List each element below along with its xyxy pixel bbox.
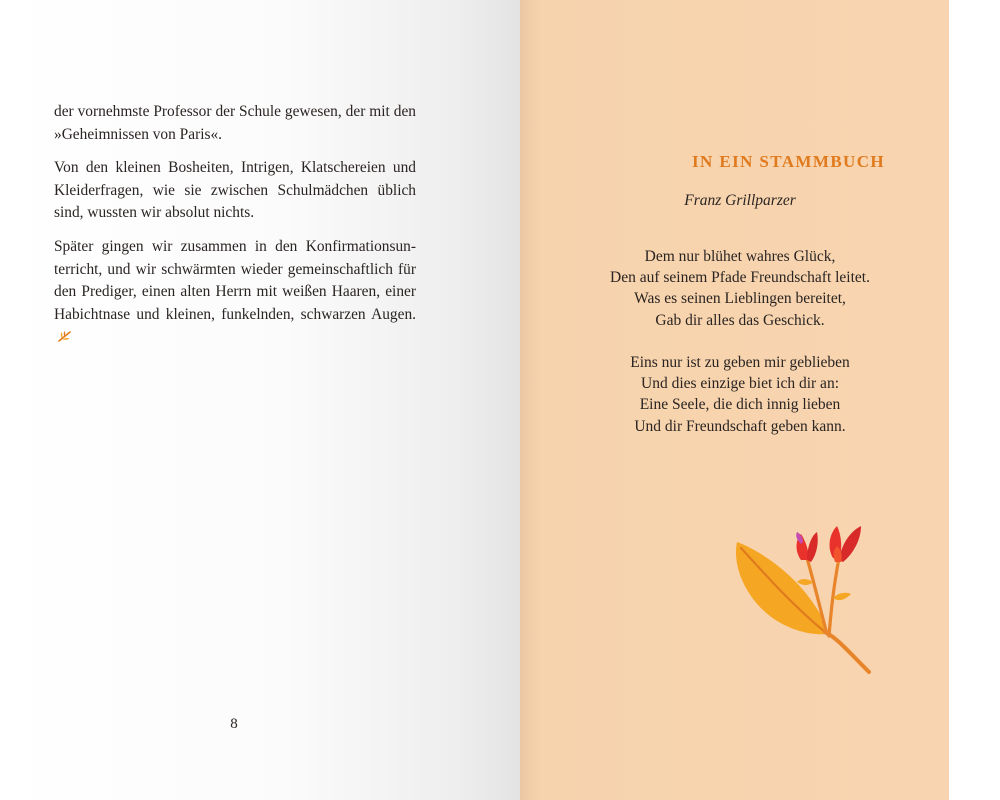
text-line: Kleiderfragen, wie sie zwischen Schulmädchen üblich bbox=[54, 181, 416, 199]
poem-stanza-1 bbox=[520, 246, 949, 331]
left-page-text bbox=[54, 101, 416, 362]
text-line: für den Prediger, einen alten Herrn mit weißen Haaren, bbox=[54, 260, 416, 301]
poem-line: Was es seinen Lieblingen bereitet, bbox=[634, 290, 846, 308]
text-line: den »Geheimnissen von Paris«. bbox=[54, 103, 416, 143]
paragraph-2 bbox=[54, 157, 416, 225]
poem-stanza-2 bbox=[520, 352, 949, 437]
poem-line: Und dir Freundschaft geben kann. bbox=[634, 417, 846, 435]
text-line: Später gingen wir zusammen in den Konfirmationsun- bbox=[54, 237, 416, 255]
page-margin bbox=[949, 0, 1000, 800]
paragraph-1 bbox=[54, 101, 416, 146]
paragraph-3 bbox=[54, 236, 416, 351]
poem-line: Gab dir alles das Geschick. bbox=[655, 311, 825, 329]
poem-line: Dem nur blühet wahres Glück, bbox=[644, 248, 836, 265]
text-line: sind, wussten wir absolut nichts. bbox=[54, 204, 255, 222]
poem-line: Den auf seinem Pfade Freundschaft leitet. bbox=[610, 269, 870, 287]
text-line: der vornehmste Professor der Schule gewesen, der mit bbox=[54, 103, 390, 120]
poem-title: IN EIN STAMMBUCH bbox=[692, 152, 886, 171]
leaf-sprig-icon bbox=[58, 328, 72, 351]
page-number: 8 bbox=[230, 716, 238, 732]
text-line: terricht, und wir schwärmten wieder gemeinschaftlich bbox=[54, 260, 393, 278]
poem-line: Eins nur ist zu geben mir geblieben bbox=[630, 354, 850, 371]
flower-branch-icon bbox=[729, 520, 879, 680]
poem-line: Eine Seele, die dich innig lieben bbox=[639, 396, 841, 414]
text-line: Augen. bbox=[371, 305, 417, 323]
text-line: einer Habichtnase und kleinen, funkelnden, schwarzen bbox=[54, 283, 416, 323]
text-line: Von den kleinen Bosheiten, Intrigen, Klatschereien und bbox=[54, 159, 416, 177]
poem-line: Und dies einzige biet ich dir an: bbox=[641, 375, 839, 393]
poem-author: Franz Grillparzer bbox=[684, 192, 796, 209]
